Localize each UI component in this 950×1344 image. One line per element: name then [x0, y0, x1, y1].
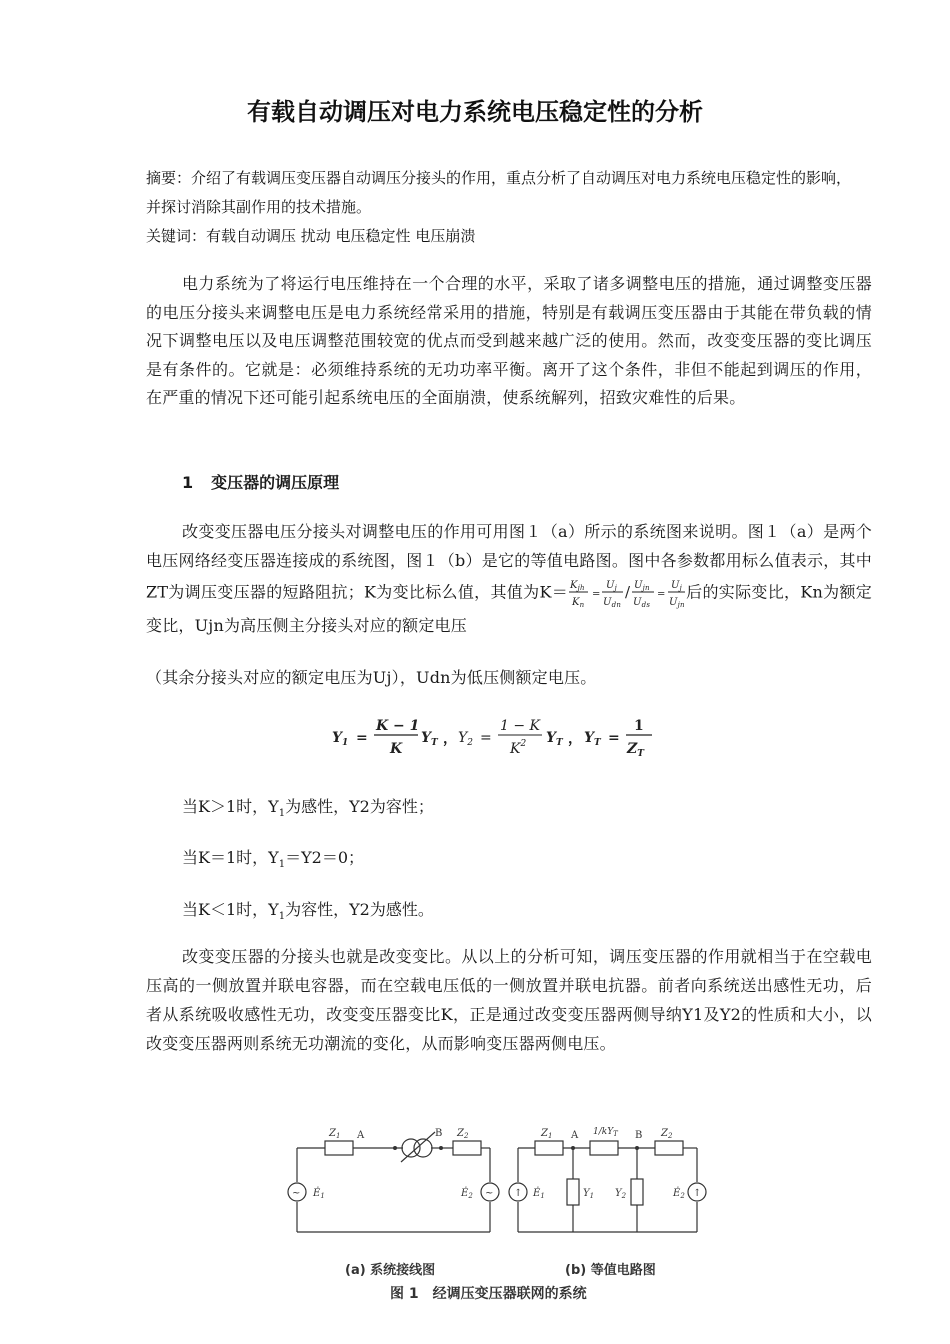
label-kyt-b: $1/kY_T$ — [593, 1127, 618, 1138]
label-e1-b: $Ė_1$ — [533, 1188, 545, 1200]
frac-udn: $U_{dn}$ — [603, 597, 622, 609]
ac-source-icon-1: ~ — [292, 1188, 301, 1199]
label-y1-b: $Y_1$ — [583, 1188, 595, 1200]
condition-k-greater: 当K＞1时，$Y_1$为感性，Y2为容性； — [182, 797, 434, 820]
keywords-label: 关键词： — [146, 227, 207, 245]
document-title: 有载自动调压对电力系统电压稳定性的分析 — [247, 98, 703, 126]
svg-text:，: ， — [443, 731, 457, 747]
label-a-a: A — [357, 1130, 365, 1141]
frac-ujn2: $U_{jn}$ — [669, 597, 685, 609]
figure-subcaption-a: (a) 系统接线图 — [345, 1263, 436, 1278]
formula-yt1: $Y_T$ — [421, 730, 438, 748]
formula-yt3: $Y_T$ — [584, 730, 601, 748]
arrow-up-icon-1: ↑ — [514, 1188, 523, 1199]
frac-uj: $U_j$ — [606, 580, 618, 592]
node-a-dot-b — [571, 1146, 575, 1150]
ac-source-icon-2: ~ — [485, 1188, 494, 1199]
formula-num1: K − 1 — [376, 718, 420, 734]
formula-den2: $K^2$ — [510, 739, 527, 757]
label-b-a: B — [435, 1128, 443, 1139]
formula-zt: $Z_T$ — [627, 741, 644, 759]
para1-part-b: 后的实际变比，Kn为额定变比，Ujn为高压侧主分接头对应的额定电压 — [146, 582, 872, 635]
svg-text:/: / — [625, 583, 631, 601]
frac-kjh: $K_{jh}$ — [570, 580, 585, 592]
arrow-up-icon-2: ↑ — [693, 1188, 702, 1199]
condition-k-less: 当K＜1时，$Y_1$为容性，Y2为感性。 — [182, 900, 434, 923]
formula-num2: 1 − K — [500, 718, 540, 734]
abstract-block — [146, 164, 866, 251]
condition-k-equal: 当K＝1时，$Y_1=Y2=0$； — [182, 848, 365, 871]
admittance-formula — [330, 715, 710, 759]
ratio-formula-inline — [568, 575, 686, 611]
intro-paragraph: 电力系统为了将运行电压维持在一个合理的水平，采取了诸多调整电压的措施，通过调整变压器的电压分接头来调整电压是电力系统经常采用的措施，特别是有载调压变压器由于其能在带负载的情况下调整电压以及电压调整范围较宽的优点而受到越来越广泛的使用。然而，改变变压器的变比调压是有条件的。它就是：必须维持系统的无功功率平衡。离开了这个条件，非但不能起到调压的作用，在严重的情况下还可能引起系统电压的全面崩溃，使系统解列，招致灾难性的后果。 — [146, 274, 872, 407]
svg-text:=: = — [480, 730, 492, 746]
svg-text:，: ， — [568, 731, 582, 747]
label-z1-a: $Z_1$ — [329, 1128, 341, 1140]
svg-text:=: = — [657, 589, 666, 600]
formula-yt2: $Y_T$ — [546, 730, 563, 748]
label-z2-a: $Z_2$ — [457, 1128, 469, 1140]
section-title: 变压器的调压原理 — [211, 473, 340, 492]
abstract-text: 介绍了有载调压变压器自动调压分接头的作用，重点分析了自动调压对电力系统电压稳定性的影响，并探讨消除其副作用的技术措施。 — [146, 169, 852, 216]
keywords — [146, 222, 866, 251]
abstract-label: 摘要： — [146, 169, 192, 187]
svg-text:=: = — [592, 589, 601, 600]
label-y2-b: $Y_2$ — [615, 1188, 627, 1200]
formula-num3: 1 — [634, 718, 644, 734]
figure-1b-circuit — [509, 1141, 706, 1232]
label-e1-a: $Ė_1$ — [313, 1188, 325, 1200]
svg-text:=: = — [356, 730, 368, 746]
figure-1 — [285, 1114, 702, 1314]
label-e2-b: $Ė_2$ — [673, 1188, 685, 1200]
section1-paragraph1-tail: （其余分接头对应的额定电压为Uj），Udn为低压侧额定电压。 — [146, 668, 597, 687]
label-b-b: B — [635, 1130, 643, 1141]
label-e2-a: $Ė_2$ — [461, 1188, 473, 1200]
figure-subcaption-b: (b) 等值电路图 — [565, 1263, 656, 1278]
node-b-dot-b — [635, 1146, 639, 1150]
section-number: 1 — [182, 473, 194, 492]
label-z2-b: $Z_2$ — [661, 1128, 673, 1140]
para1-part-a: 改变变压器电压分接头对调整电压的作用可用图１（a）所示的系统图来说明。图１（a）是两个电压网络经变压器连接成的系统图，图１（b）是它的等值电路图。图中各参数都用标么值表示，其中ZT为调压变压器的短路阻抗；K为变比标么值，其值为K＝ — [146, 522, 872, 602]
formula-y1: $Y_1$ — [332, 730, 349, 748]
figure-caption: 图 1 经调压变压器联网的系统 — [390, 1286, 587, 1302]
label-z1-b: $Z_1$ — [541, 1128, 553, 1140]
formula-den1: K — [390, 741, 403, 757]
node-b-dot — [439, 1146, 443, 1150]
section-heading — [182, 470, 339, 493]
formula-y2: $Y_2$ — [458, 730, 473, 748]
label-a-b: A — [571, 1130, 579, 1141]
keywords-text: 有载自动调压 扰动 电压稳定性 电压崩溃 — [206, 227, 476, 245]
frac-uds: $U_{ds}$ — [633, 597, 651, 609]
frac-uj2: $U_j$ — [671, 580, 683, 592]
node-a-dot — [393, 1146, 397, 1150]
frac-ujn: $U_{jn}$ — [634, 580, 650, 592]
abstract — [146, 164, 866, 222]
section1-paragraph2: 改变变压器的分接头也就是改变变比。从以上的分析可知，调压变压器的作用就相当于在空载电压高的一侧放置并联电容器，而在空载电压低的一侧放置并联电抗器。前者向系统送出感性无功，后者从系统吸收感性无功，改变变压器变比K，正是通过改变变压器两侧导纳Y1及Y2的性质和大小，以改变变压器两则系统无功潮流的变化，从而影响变压器两侧电压。 — [146, 947, 872, 1053]
svg-text:=: = — [608, 730, 620, 746]
section1-paragraph1 — [146, 517, 872, 640]
frac-kn: $K_n$ — [572, 597, 585, 609]
